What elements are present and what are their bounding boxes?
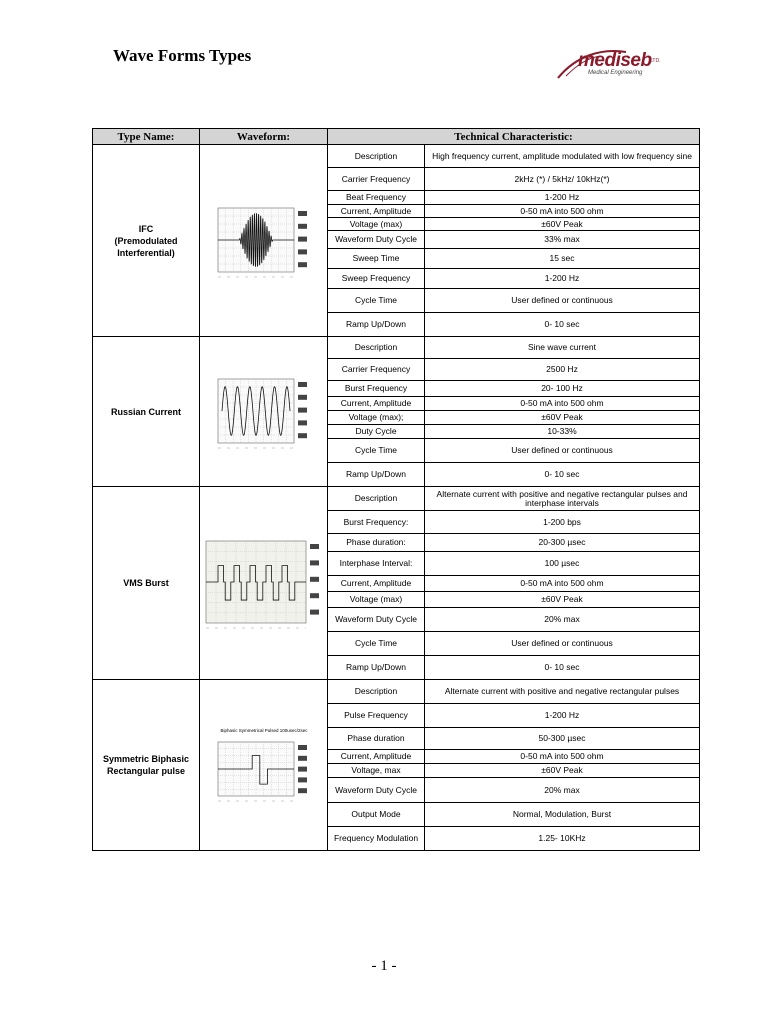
param-value: 50-300 µsec — [425, 728, 700, 750]
waveform-cell — [200, 680, 328, 851]
logo-subtitle: Medical Engineering — [588, 70, 643, 76]
param-value: Alternate current with positive and negative rectangular pulses — [425, 680, 700, 704]
oscilloscope-waveform-sine-burst — [214, 373, 314, 451]
param-label: Frequency Modulation — [328, 827, 425, 851]
param-value: 1-200 Hz — [425, 191, 700, 205]
param-value: Normal, Modulation, Burst — [425, 803, 700, 827]
header-type-name: Type Name: — [93, 129, 200, 145]
param-value: User defined or continuous — [425, 289, 700, 313]
param-label: Current, Amplitude — [328, 576, 425, 592]
param-value: ±60V Peak — [425, 764, 700, 778]
param-label: Output Mode — [328, 803, 425, 827]
param-label: Current, Amplitude — [328, 205, 425, 218]
param-value: 0- 10 sec — [425, 656, 700, 680]
page-number: - 1 - — [371, 958, 397, 974]
param-value: 20- 100 Hz — [425, 381, 700, 397]
param-value: 0-50 mA into 500 ohm — [425, 397, 700, 411]
param-value: 20% max — [425, 608, 700, 632]
table-row — [93, 487, 700, 511]
param-value: 10-33% — [425, 425, 700, 439]
param-label: Cycle Time — [328, 439, 425, 463]
param-label: Description — [328, 680, 425, 704]
param-value: ±60V Peak — [425, 592, 700, 608]
param-label: Description — [328, 487, 425, 511]
waveform-cell — [200, 337, 328, 487]
waveform-caption: Biphasic Symmetrical Pulsed 100usec/2sec — [219, 728, 308, 733]
logo-word: mediseb — [578, 50, 652, 71]
param-value: 0- 10 sec — [425, 463, 700, 487]
param-label: Ramp Up/Down — [328, 313, 425, 337]
param-value: 0-50 mA into 500 ohm — [425, 205, 700, 218]
param-value: 0- 10 sec — [425, 313, 700, 337]
param-value: Sine wave current — [425, 337, 700, 359]
type-name-cell: VMS Burst — [93, 487, 200, 680]
param-label: Description — [328, 145, 425, 168]
param-label: Description — [328, 337, 425, 359]
param-value: 20% max — [425, 778, 700, 803]
param-label: Voltage, max — [328, 764, 425, 778]
waveform-table — [92, 128, 700, 851]
header-waveform: Waveform: — [200, 129, 328, 145]
param-label: Voltage (max) — [328, 592, 425, 608]
table-row — [93, 145, 700, 168]
param-label: Carrier Frequency — [328, 168, 425, 191]
waveform-cell — [200, 145, 328, 337]
param-label: Waveform Duty Cycle — [328, 778, 425, 803]
logo-ltd: LTD. — [650, 58, 661, 64]
param-value: 1-200 Hz — [425, 269, 700, 289]
table-header-row — [93, 129, 700, 145]
param-label: Current, Amplitude — [328, 397, 425, 411]
param-value: 2500 Hz — [425, 359, 700, 381]
company-logo — [556, 46, 666, 86]
param-label: Ramp Up/Down — [328, 463, 425, 487]
param-label: Burst Frequency — [328, 381, 425, 397]
param-label: Current, Amplitude — [328, 750, 425, 764]
param-value: 15 sec — [425, 249, 700, 269]
param-value: 0-50 mA into 500 ohm — [425, 750, 700, 764]
param-label: Burst Frequency: — [328, 511, 425, 534]
param-label: Cycle Time — [328, 289, 425, 313]
param-value: 100 µsec — [425, 552, 700, 576]
param-label: Ramp Up/Down — [328, 656, 425, 680]
param-label: Cycle Time — [328, 632, 425, 656]
header-technical: Technical Characteristic: — [328, 129, 700, 145]
param-label: Beat Frequency — [328, 191, 425, 205]
param-label: Voltage (max) — [328, 218, 425, 231]
type-name-cell: Symmetric Biphasic Rectangular pulse — [93, 680, 200, 851]
param-label: Pulse Frequency — [328, 704, 425, 728]
param-label: Phase duration: — [328, 534, 425, 552]
param-value: User defined or continuous — [425, 439, 700, 463]
table-row — [93, 680, 700, 704]
param-label: Duty Cycle — [328, 425, 425, 439]
param-label: Sweep Frequency — [328, 269, 425, 289]
page-title: Wave Forms Types — [113, 46, 252, 65]
param-value: 1-200 bps — [425, 511, 700, 534]
waveform-cell — [200, 487, 328, 680]
param-label: Sweep Time — [328, 249, 425, 269]
oscilloscope-waveform-single-biphasic-pulse — [214, 726, 314, 804]
table-row — [93, 337, 700, 359]
param-value: 1.25- 10KHz — [425, 827, 700, 851]
type-name-cell: IFC (Premodulated Interferential) — [93, 145, 200, 337]
oscilloscope-waveform-biphasic-rectangular-burst — [202, 535, 326, 631]
param-label: Waveform Duty Cycle — [328, 608, 425, 632]
param-value: ±60V Peak — [425, 411, 700, 425]
param-value: ±60V Peak — [425, 218, 700, 231]
param-label: Phase duration — [328, 728, 425, 750]
param-label: Waveform Duty Cycle — [328, 231, 425, 249]
oscilloscope-waveform-amplitude-modulated-sine — [214, 202, 314, 280]
param-label: Carrier Frequency — [328, 359, 425, 381]
type-name-cell: Russian Current — [93, 337, 200, 487]
param-value: 20-300 µsec — [425, 534, 700, 552]
param-value: 33% max — [425, 231, 700, 249]
param-value: High frequency current, amplitude modulated with low frequency sine — [425, 145, 700, 168]
param-value: 0-50 mA into 500 ohm — [425, 576, 700, 592]
param-value: User defined or continuous — [425, 632, 700, 656]
param-label: Interphase Interval: — [328, 552, 425, 576]
param-value: Alternate current with positive and negative rectangular pulses and interphase intervals — [425, 487, 700, 511]
param-label: Voltage (max); — [328, 411, 425, 425]
param-value: 2kHz (*) / 5kHz/ 10kHz(*) — [425, 168, 700, 191]
param-value: 1-200 Hz — [425, 704, 700, 728]
